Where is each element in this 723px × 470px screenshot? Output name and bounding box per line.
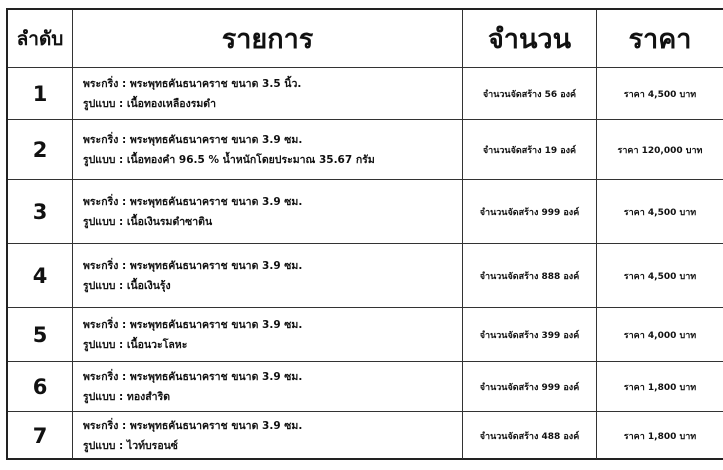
row-quantity: จำนวนจัดสร้าง 999 องค์ <box>463 180 597 243</box>
item-material: รูปแบบ : ทองสำริด <box>83 390 171 403</box>
row-item <box>73 120 463 179</box>
row-quantity: จำนวนจัดสร้าง 56 องค์ <box>463 68 597 119</box>
header-item-label: รายการ <box>221 24 314 55</box>
item-name: พระกริ่ง : พระพุทธคันธนาคราช ขนาด 3.9 ซม. <box>83 370 303 383</box>
row-number: 3 <box>8 180 73 243</box>
row-quantity: จำนวนจัดสร้าง 888 องค์ <box>463 244 597 307</box>
table-row <box>8 308 723 362</box>
item-name: พระกริ่ง : พระพุทธคันธนาคราช ขนาด 3.9 ซม. <box>83 133 303 146</box>
item-material: รูปแบบ : เนื้อทองเหลืองรมดำ <box>83 97 216 110</box>
item-name: พระกริ่ง : พระพุทธคันธนาคราช ขนาด 3.9 ซม. <box>83 195 303 208</box>
header-item <box>73 10 463 67</box>
row-number: 1 <box>8 68 73 119</box>
row-price: ราคา 1,800 บาท <box>597 362 723 411</box>
table-row <box>8 244 723 308</box>
row-number: 5 <box>8 308 73 361</box>
item-material: รูปแบบ : เนื้อเงินรมดำซาติน <box>83 215 213 228</box>
header-no: ลำดับ <box>8 10 73 67</box>
row-item <box>73 412 463 459</box>
item-name: พระกริ่ง : พระพุทธคันธนาคราช ขนาด 3.5 นิ้ว. <box>83 77 302 90</box>
table-header-row <box>8 10 723 68</box>
amulet-price-table <box>6 8 723 460</box>
row-price: ราคา 4,500 บาท <box>597 244 723 307</box>
item-name: พระกริ่ง : พระพุทธคันธนาคราช ขนาด 3.9 ซม. <box>83 419 303 432</box>
row-item <box>73 362 463 411</box>
item-material: รูปแบบ : ไวท์บรอนซ์ <box>83 439 178 452</box>
row-item <box>73 180 463 243</box>
row-number: 4 <box>8 244 73 307</box>
table-row <box>8 120 723 180</box>
row-price: ราคา 4,500 บาท <box>597 180 723 243</box>
row-number: 6 <box>8 362 73 411</box>
row-quantity: จำนวนจัดสร้าง 399 องค์ <box>463 308 597 361</box>
header-price: ราคา <box>597 10 723 67</box>
table-row <box>8 180 723 244</box>
row-item <box>73 308 463 361</box>
row-number: 2 <box>8 120 73 179</box>
table-row <box>8 412 723 459</box>
row-price: ราคา 120,000 บาท <box>597 120 723 179</box>
row-quantity: จำนวนจัดสร้าง 19 องค์ <box>463 120 597 179</box>
row-number: 7 <box>8 412 73 459</box>
row-quantity: จำนวนจัดสร้าง 999 องค์ <box>463 362 597 411</box>
header-qty: จำนวน <box>463 10 597 67</box>
row-price: ราคา 4,000 บาท <box>597 308 723 361</box>
row-quantity: จำนวนจัดสร้าง 488 องค์ <box>463 412 597 459</box>
item-material: รูปแบบ : เนื้อทองคำ 96.5 % น้ำหนักโดยประมาณ 35.67 กรัม <box>83 153 375 166</box>
row-price: ราคา 4,500 บาท <box>597 68 723 119</box>
row-price: ราคา 1,800 บาท <box>597 412 723 459</box>
table-row <box>8 362 723 412</box>
item-material: รูปแบบ : เนื้อนวะโลหะ <box>83 338 188 351</box>
item-material: รูปแบบ : เนื้อเงินรุ้ง <box>83 279 171 292</box>
row-item <box>73 68 463 119</box>
item-name: พระกริ่ง : พระพุทธคันธนาคราช ขนาด 3.9 ซม. <box>83 318 303 331</box>
item-name: พระกริ่ง : พระพุทธคันธนาคราช ขนาด 3.9 ซม. <box>83 259 303 272</box>
table-row <box>8 68 723 120</box>
row-item <box>73 244 463 307</box>
